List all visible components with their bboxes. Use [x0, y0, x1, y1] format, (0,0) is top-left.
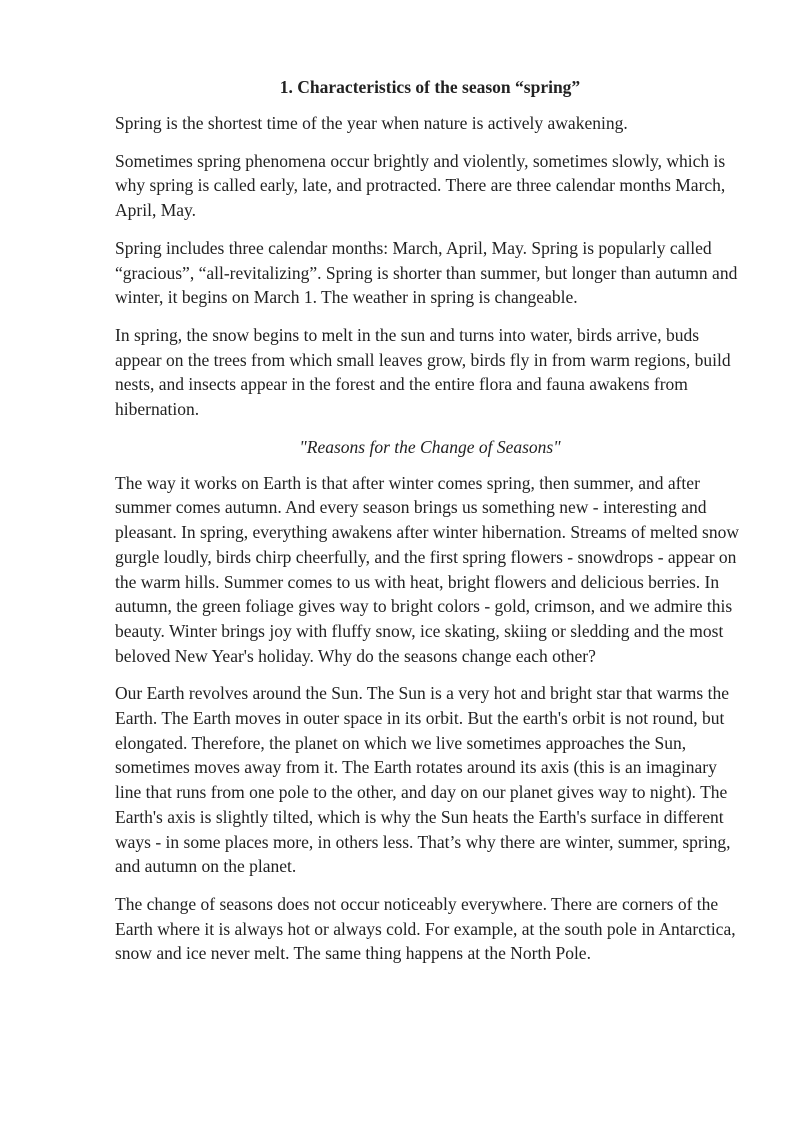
paragraph-phenomena: Sometimes spring phenomena occur brightly and violently, sometimes slowly, which is why spring is called early, late, and protracted. There are three calendar months March, April, May.: [115, 150, 726, 221]
paragraph-earth-orbit: Our Earth revolves around the Sun. The Sun is a very hot and bright star that warms the Earth. The Earth moves in outer space in its orbit. But the earth's orbit is not round, but elongated. Therefore, the planet on which we live sometimes approaches the Sun, sometimes moves away from it. The Earth rotates around its axis (this is an imaginary line that runs from one pole to the other, and day on our planet gives way to night). The Earth's axis is slightly tilted, which is why the Sun heats the Earth's surface in different ways - in some places more, in others less. That’s why there are winter, summer, spring, and autumn on the planet.: [115, 683, 731, 877]
paragraph-intro: Spring is the shortest time of the year when nature is actively awakening.: [115, 113, 628, 133]
subheading-reasons: "Reasons for the Change of Seasons": [299, 436, 561, 457]
paragraph-poles: The change of seasons does not occur noticeably everywhere. There are corners of the Earth where it is always hot or always cold. For example, at the south pole in Antarctica, snow and ice never melt. The same thing happens at the North Pole.: [115, 893, 736, 964]
paragraph-calendar-months: Spring includes three calendar months: March, April, May. Spring is popularly called “gracious”, “all-revitalizing”. Spring is shorter than summer, but longer than autumn and winter, it begins on March 1. The weather in spring is changeable.: [115, 237, 738, 308]
document-page: [115, 74, 745, 979]
paragraph-seasons-cycle: The way it works on Earth is that after winter comes spring, then summer, and after summer comes autumn. And every season brings us something new - interesting and pleasant. In spring, everything awakens after winter hibernation. Streams of melted snow gurgle loudly, birds chirp cheerfully, and the first spring flowers - snowdrops - appear on the warm hills. Summer comes to us with heat, bright flowers and delicious berries. In autumn, the green foliage gives way to bright colors - gold, crimson, and we admire this beauty. Winter brings joy with fluffy snow, ice skating, skiing or sledding and the most beloved New Year's holiday. Why do the seasons change each other?: [115, 472, 739, 666]
paragraph-spring-nature: In spring, the snow begins to melt in the sun and turns into water, birds arrive, buds appear on the trees from which small leaves grow, birds fly in from warm regions, build nests, and insects appear in the forest and the entire flora and fauna awakens from hibernation.: [115, 324, 731, 420]
section-heading: 1. Characteristics of the season “spring”: [279, 77, 581, 97]
